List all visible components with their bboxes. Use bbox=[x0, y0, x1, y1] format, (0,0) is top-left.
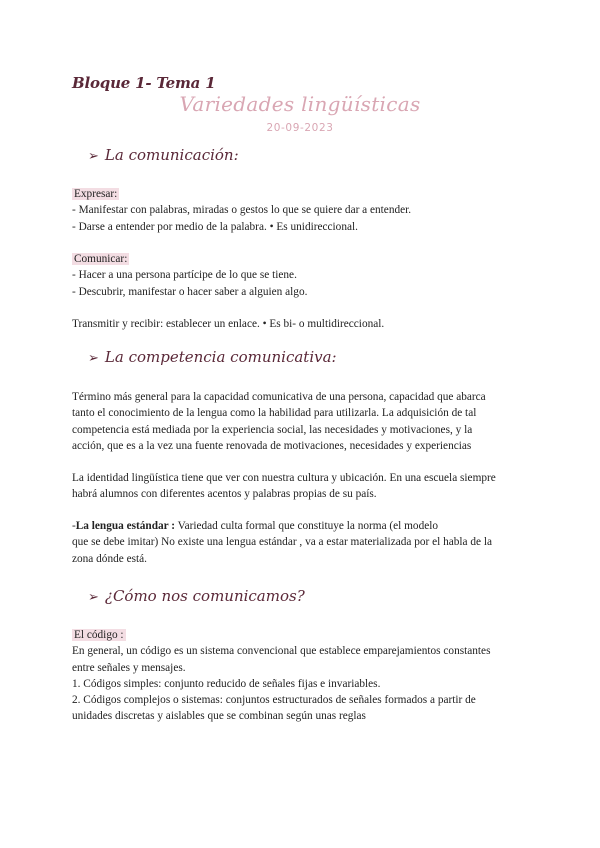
lengua-estandar-term: La lengua estándar : bbox=[75, 520, 176, 532]
arrow-bullet-icon: ➢ bbox=[88, 590, 99, 605]
codigo-line: unidades discretas y aislables que se combinan según unas reglas bbox=[72, 710, 366, 723]
page-title: Variedades lingüísticas bbox=[179, 92, 421, 116]
codigo-line: entre señales y mensajes. bbox=[72, 661, 186, 674]
estandar-definition: Variedad culta formal que constituye la norma (el modelo bbox=[175, 520, 439, 532]
section-heading-text: La competencia comunicativa: bbox=[104, 348, 337, 366]
bloque-tema-label: Bloque 1- Tema 1 bbox=[72, 74, 216, 92]
lengua-estandar-paragraph bbox=[72, 518, 532, 567]
paragraph-line: tanto el conocimiento de la lengua como la habilidad para utilizarla. La adquisición de tal bbox=[72, 407, 477, 420]
arrow-bullet-icon: ➢ bbox=[88, 351, 99, 366]
codigo-line: En general, un código es un sistema convencional que establece emparejamientos constantes bbox=[72, 645, 491, 658]
expresar-label: Expresar: bbox=[74, 188, 118, 200]
section-heading-text: La comunicación: bbox=[104, 146, 239, 164]
comunicacion-body bbox=[72, 186, 532, 333]
comunicar-label: Comunicar: bbox=[74, 253, 128, 266]
paragraph-line: habrá alumnos con diferentes acentos y palabras propias de su país. bbox=[72, 488, 377, 501]
section-heading-comunicacion bbox=[88, 146, 239, 164]
codigo-body bbox=[72, 627, 532, 725]
paragraph-line: La identidad lingüística tiene que ver con nuestra cultura y ubicación. En una escuela siempre bbox=[72, 472, 496, 484]
comunicar-line: - Descubrir, manifestar o hacer saber a alguien algo. bbox=[72, 285, 308, 298]
paragraph-line: acción, que es a la vez una fuente renovada de motivaciones, necesidades y experiencias bbox=[72, 439, 472, 452]
arrow-bullet-icon: ➢ bbox=[88, 149, 99, 164]
page-date: 20-09-2023 bbox=[266, 122, 334, 134]
competencia-paragraph-1 bbox=[72, 389, 532, 454]
codigo-label: El código : bbox=[74, 629, 124, 641]
estandar-prefix: - bbox=[72, 520, 76, 532]
paragraph-line: Término más general para la capacidad comunicativa de una persona, capacidad que abarca bbox=[72, 391, 486, 403]
paragraph-line: zona dónde está. bbox=[72, 552, 147, 565]
section-heading-como bbox=[88, 587, 305, 605]
section-heading-text: ¿Cómo nos comunicamos? bbox=[104, 587, 305, 605]
section-heading-competencia bbox=[88, 348, 337, 366]
expresar-line: - Manifestar con palabras, miradas o gestos lo que se quiere dar a entender. bbox=[72, 204, 412, 217]
comunicar-line: - Hacer a una persona partícipe de lo que se tiene. bbox=[72, 269, 297, 282]
codigo-line: 1. Códigos simples: conjunto reducido de señales fijas e invariables. bbox=[72, 677, 381, 690]
transmitir-line: Transmitir y recibir: establecer un enlace. • Es bi- o multidireccional. bbox=[72, 318, 385, 331]
codigo-line: 2. Códigos complejos o sistemas: conjuntos estructurados de señales formados a partir de bbox=[72, 694, 476, 707]
paragraph-line: competencia está mediada por la experiencia social, las necesidades y motivaciones, y la bbox=[72, 423, 473, 436]
competencia-paragraph-2 bbox=[72, 470, 532, 503]
expresar-line: - Darse a entender por medio de la palabra. • Es unidireccional. bbox=[72, 220, 358, 233]
paragraph-line: que se debe imitar) No existe una lengua estándar , va a estar materializada por el habla de la bbox=[72, 536, 492, 549]
